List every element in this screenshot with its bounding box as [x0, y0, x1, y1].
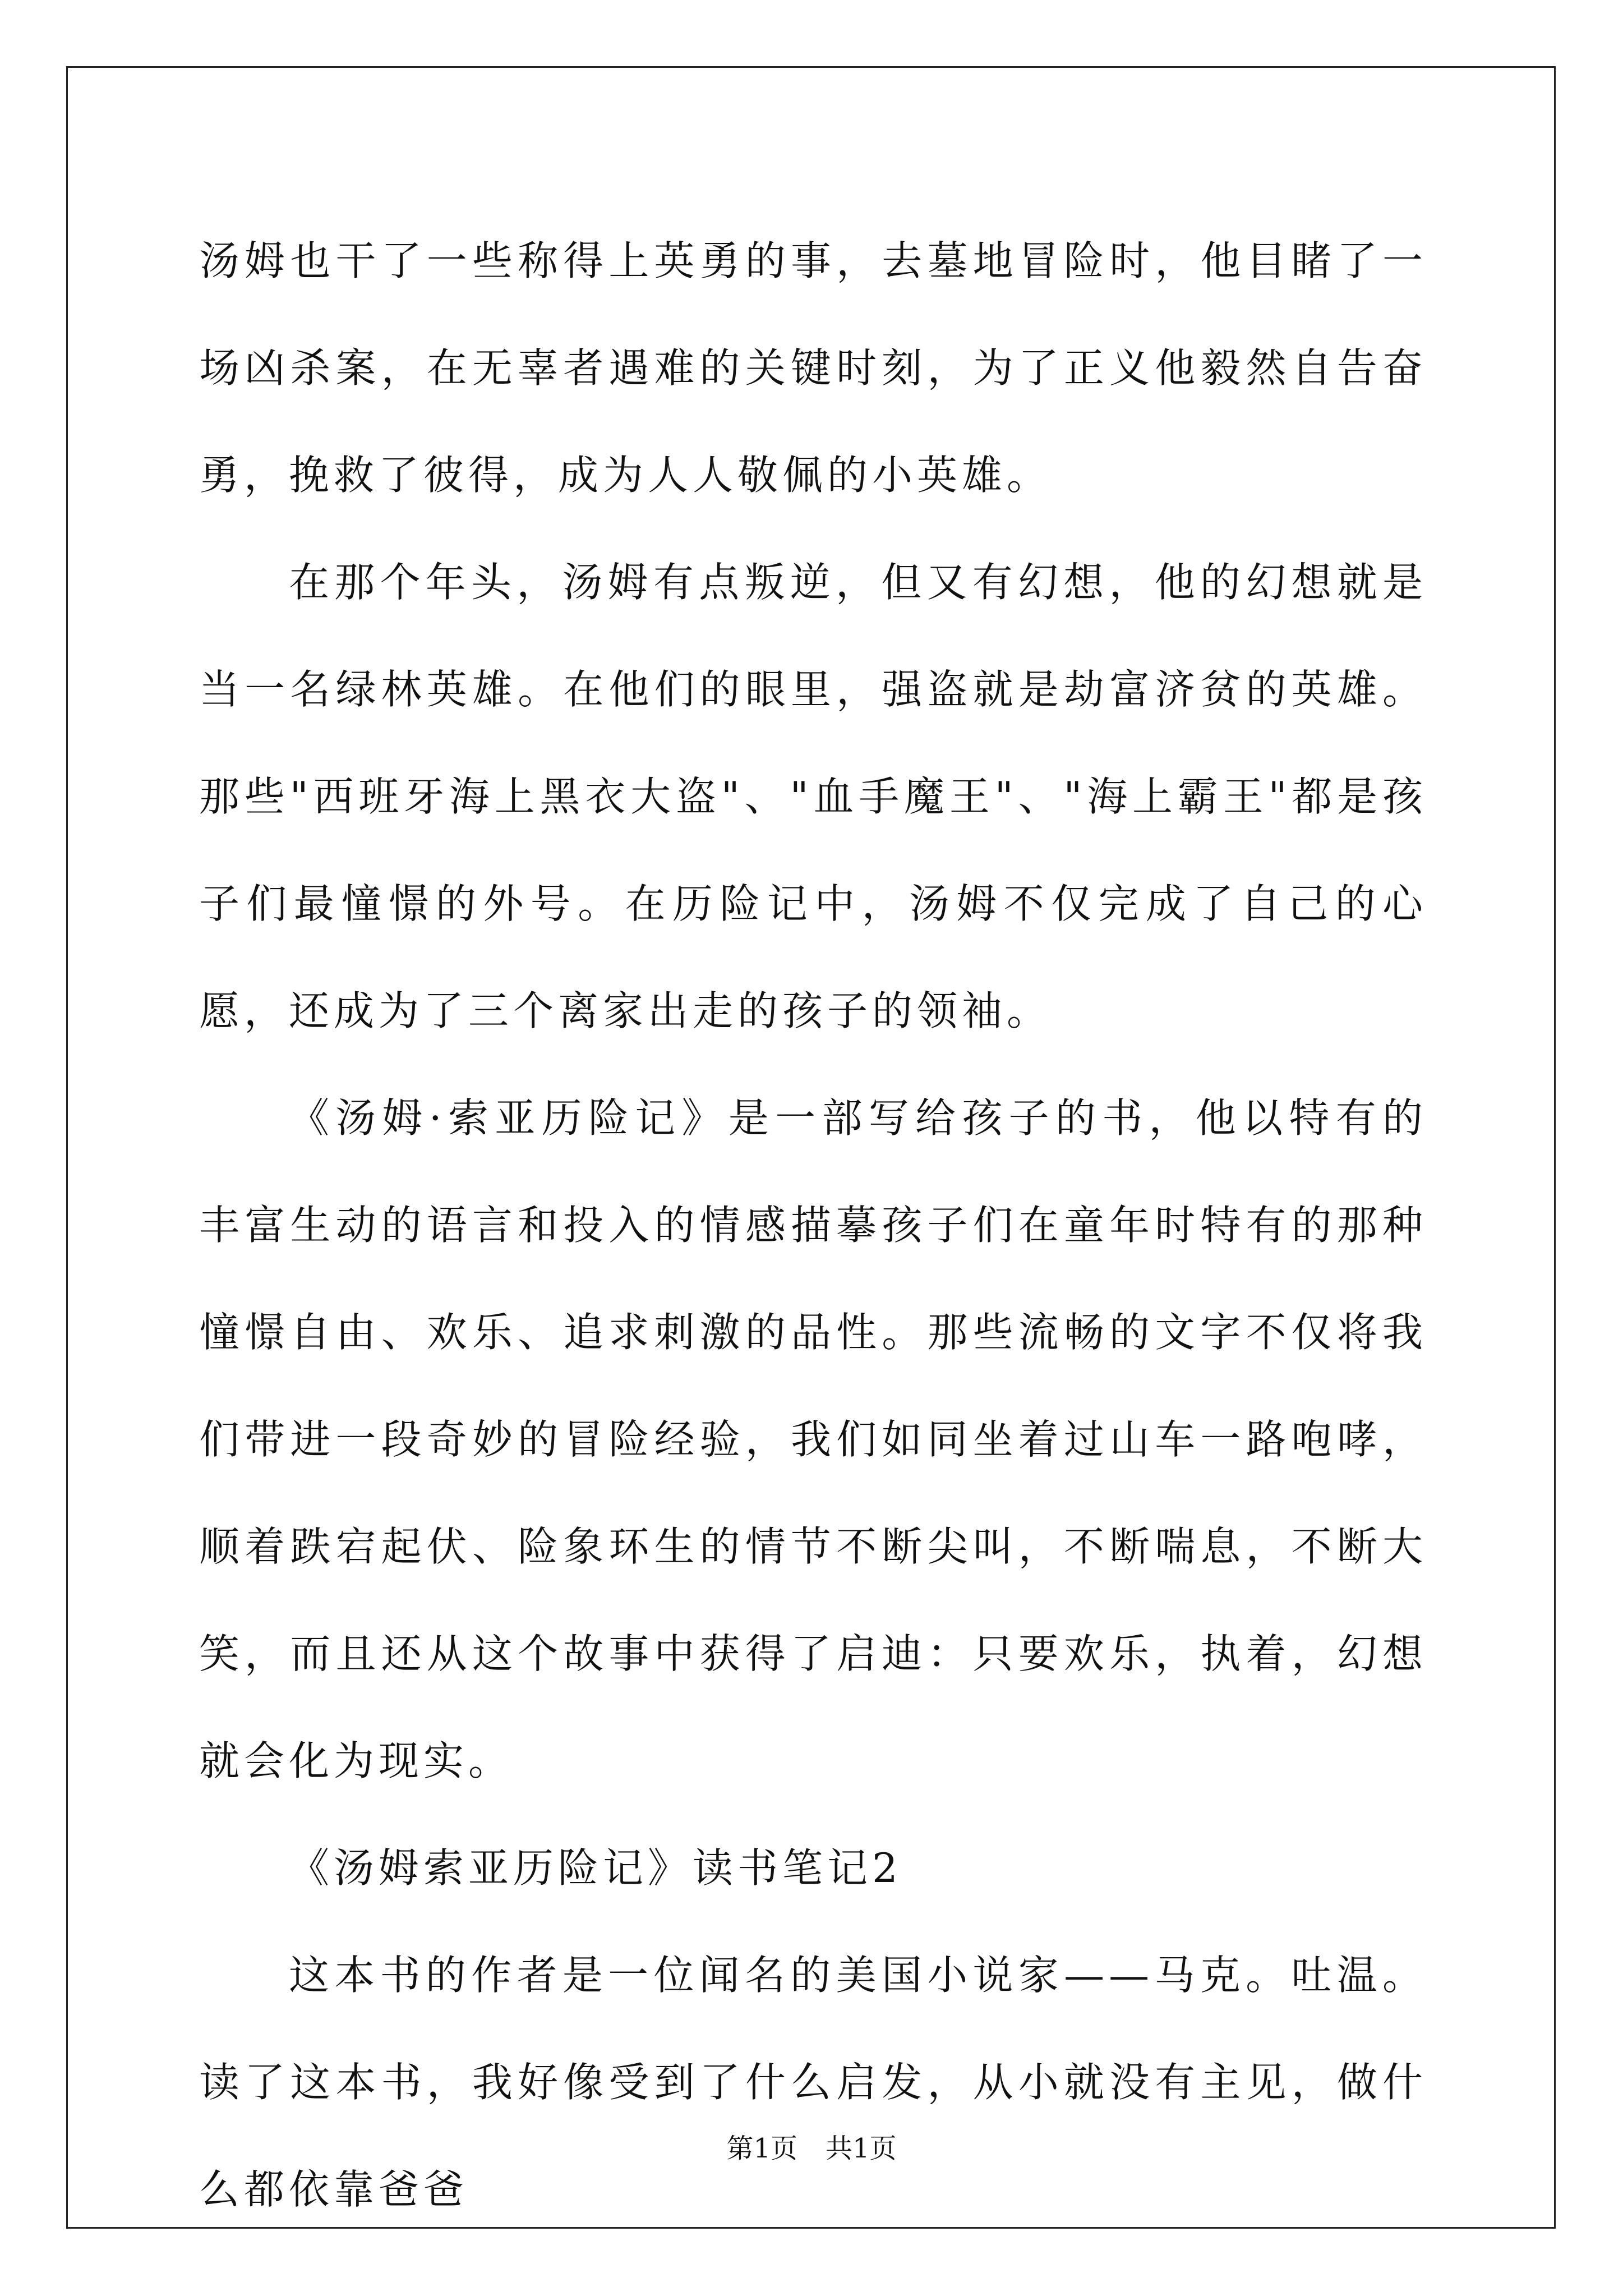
paragraph-3: 《汤姆·索亚历险记》是一部写给孩子的书，他以特有的丰富生动的语言和投入的情感描摹孩子们在童年时特有的那种憧憬自由、欢乐、追求刺激的品性。那些流畅的文字不仅将我们带进一段奇妙的冒险经验，我们如同坐着过山车一路咆哮，顺着跌宕起伏、险象环生的情节不断尖叫，不断喘息，不断大笑，而且还从这个故事中获得了启迪：只要欢乐，执着，幻想就会化为现实。 [199, 1094, 1427, 1784]
document-body [199, 208, 1427, 2243]
paragraph-1: 汤姆也干了一些称得上英勇的事，去墓地冒险时，他目睹了一场凶杀案，在无辜者遇难的关键时刻，为了正义他毅然自告奋勇，挽救了彼得，成为人人敬佩的小英雄。 [199, 237, 1427, 499]
page-number: 第1页 [726, 2133, 797, 2164]
page-footer [0, 2132, 1623, 2165]
section-heading: 《汤姆索亚历险记》读书笔记2 [289, 1844, 902, 1892]
page-total: 共1页 [826, 2133, 897, 2164]
paragraph-2: 在那个年头，汤姆有点叛逆，但又有幻想，他的幻想就是当一名绿林英雄。在他们的眼里，强盗就是劫富济贫的英雄。那些"西班牙海上黑衣大盗"、"血手魔王"、"海上霸王"都是孩子们最憧憬的外号。在历险记中，汤姆不仅完成了自己的心愿，还成为了三个离家出走的孩子的领袖。 [199, 559, 1427, 1034]
paragraph-4: 这本书的作者是一位闻名的美国小说家——马克。吐温。读了这本书，我好像受到了什么启发，从小就没有主见，做什么都依靠爸爸 [199, 1952, 1427, 2213]
